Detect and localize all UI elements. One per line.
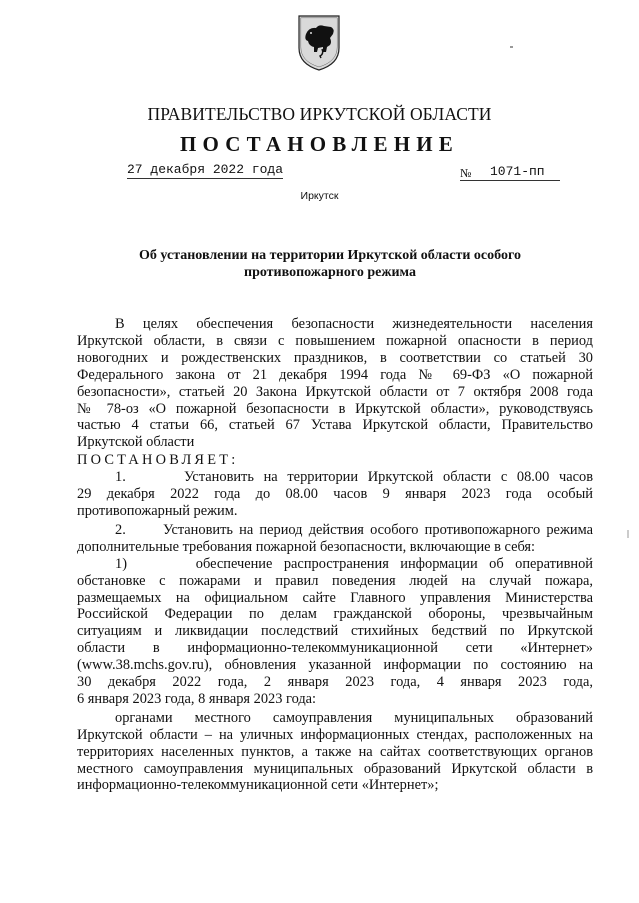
text-line: размещаемых на официальном сайте Главного управления Министерства: [77, 589, 593, 606]
text-line: информационно-телекоммуникационной сети «Интернет»;: [77, 777, 439, 794]
text-line: 2. Установить на период действия особого противопожарного режима: [115, 521, 593, 538]
document-title: [110, 247, 550, 281]
scan-margin-mark: [627, 530, 629, 538]
text-line: противопожарный режим.: [77, 502, 238, 519]
text-line: 30 декабря 2022 года, 2 января 2023 года, 4 января 2023 года,: [77, 674, 593, 691]
title-line: Об установлении на территории Иркутской области особого: [139, 248, 521, 263]
document-body: [77, 316, 593, 794]
text-line: дополнительные требования пожарной безопасности, включающие в себя:: [77, 538, 536, 555]
coat-of-arms-emblem: [297, 14, 341, 72]
document-date: [127, 162, 283, 177]
subitem-1-continuation: [77, 710, 593, 795]
scan-speck: [510, 46, 513, 48]
city-name: Иркутск: [300, 190, 339, 202]
subitem-1-paragraph: [77, 556, 593, 708]
text-line: Российской Федерации по делам гражданской обороны, чрезвычайным: [77, 606, 593, 623]
text-line: 29 декабря 2022 года до 08.00 часов 9 января 2023 года особый: [77, 486, 593, 503]
text-line: Федерального закона от 21 декабря 1994 года № 69-ФЗ «О пожарной: [77, 366, 593, 383]
document-type: ПОСТАНОВЛЕНИЕ: [179, 132, 460, 156]
text-line: новогодних и рождественских праздников, в соответствии со статьей 30: [77, 349, 593, 366]
resolves-heading: ПОСТАНОВЛЯЕТ:: [77, 452, 239, 469]
government-name: ПРАВИТЕЛЬСТВО ИРКУТСКОЙ ОБЛАСТИ: [147, 104, 492, 124]
text-line: Иркутской области, в связи с повышением пожарной опасности в период: [77, 332, 593, 349]
text-line: 6 января 2023 года, 8 января 2023 года:: [77, 690, 317, 707]
number-value: 1071-пп: [490, 164, 545, 179]
text-line: № 78-оз «О пожарной безопасности в Иркутской области», руководствуясь: [77, 400, 593, 417]
number-sign: №: [460, 166, 472, 180]
text-line: территориях населенных пунктов, а также на сайтах соответствующих органов: [77, 743, 593, 760]
text-line: Иркутской области: [77, 434, 195, 451]
item-1-paragraph: [77, 469, 593, 520]
preamble-paragraph: [77, 316, 593, 451]
text-line: 1) обеспечение распространения информации об оперативной: [115, 555, 593, 572]
item-2-paragraph: [77, 522, 593, 556]
text-line: безопасности», статьей 20 Закона Иркутской области от 7 октября 2008 года: [77, 383, 593, 400]
text-line: (www.38.mchs.gov.ru), обновления указанной информации по состоянию на: [77, 657, 593, 674]
text-line: местного самоуправления муниципальных образований Иркутской области в: [77, 760, 593, 777]
text-line: 1. Установить на территории Иркутской области с 08.00 часов: [115, 469, 593, 486]
text-line: области в информационно-телекоммуникационной сети «Интернет»: [77, 640, 593, 657]
text-line: обстановке с пожарами и правил поведения людей на случай пожара,: [77, 572, 593, 589]
text-line: Иркутской области – на уличных информационных стендах, расположенных на: [77, 726, 593, 743]
title-line: противопожарного режима: [244, 265, 416, 280]
text-line: ситуациям и ликвидации последствий стихийных бедствий по Иркутской: [77, 623, 593, 640]
text-line: частью 4 статьи 66, статьей 67 Устава Иркутской области, Правительство: [77, 417, 593, 434]
text-line: В целях обеспечения безопасности жизнедеятельности населения: [115, 316, 593, 332]
date-value: 27 декабря 2022 года: [127, 162, 284, 177]
text-line: органами местного самоуправления муниципальных образований: [115, 709, 593, 726]
document-number: [460, 164, 560, 181]
